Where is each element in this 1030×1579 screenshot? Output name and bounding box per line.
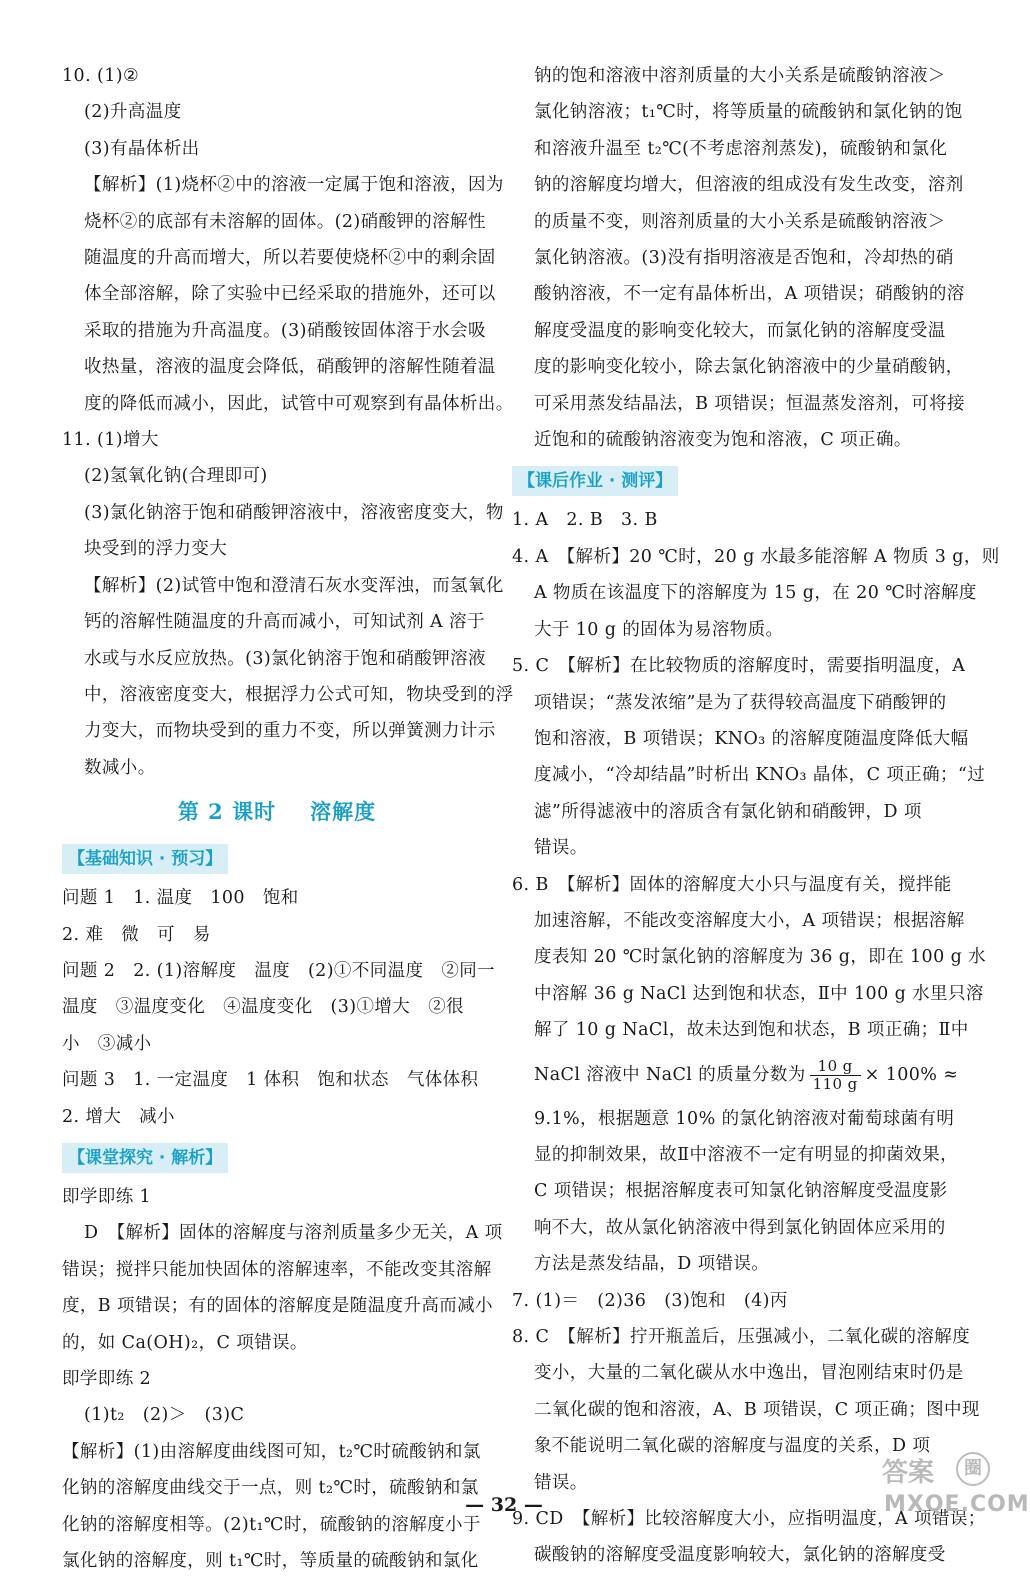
text-line: 体全部溶解，除了实验中已经采取的措施外，还可以	[84, 284, 496, 305]
formula-text-before: NaCl 溶液中 NaCl 的质量分数为	[534, 1064, 806, 1085]
text-line: 烧杯②的底部有未溶解的固体。(2)硝酸钾的溶解性	[84, 211, 486, 232]
text-line: 2. 难 微 可 易	[62, 924, 211, 945]
text-line: 钠的饱和溶液中溶剂质量的大小关系是硫酸钠溶液＞	[534, 66, 946, 86]
lesson-topic: 溶解度	[310, 799, 377, 825]
text-line: 度，B 项错误；有的固体的溶解度是随温度升高而减小	[62, 1296, 493, 1317]
text-line: 和溶液升温至 t₂℃(不考虑溶剂蒸发)，硫酸钠和氯化	[534, 138, 948, 159]
text-line: 1. A 2. B 3. B	[512, 510, 658, 531]
text-line: 2. 增大 减小	[62, 1106, 175, 1127]
text-line: 度表知 20 ℃时氯化钠的溶解度为 36 g，即在 100 g 水	[534, 947, 987, 968]
text-line: 度的影响变化较小，除去氯化钠溶液中的少量硝酸钠，	[534, 357, 964, 378]
text-line: 显的抑制效果，故Ⅱ中溶液不一定有明显的抑菌效果，	[534, 1144, 958, 1165]
text-line: 11. (1)增大	[62, 430, 159, 451]
section-heading: 【课后作业 · 测评】	[512, 466, 678, 496]
text-line: 近饱和的硫酸钠溶液变为饱和溶液，C 项正确。	[534, 430, 912, 451]
text-line: 氯化钠的溶解度，则 t₁℃时，等质量的硫酸钠和氯化	[62, 1551, 479, 1572]
text-line: 氯化钠溶液。(3)没有指明溶液是否饱和，冷却热的硝	[534, 248, 954, 269]
text-line: 即学即练 1	[62, 1186, 152, 1207]
text-line: (1)t₂ (2)＞ (3)C	[84, 1405, 245, 1426]
text-line: 块受到的浮力变大	[84, 539, 228, 560]
lesson-title	[62, 790, 492, 834]
text-line: 问题 3 1. 一定温度 1 体积 饱和状态 气体体积	[62, 1070, 479, 1091]
text-line: 的，如 Ca(OH)₂，C 项错误。	[62, 1332, 308, 1353]
text-line: 即学即练 2	[62, 1369, 152, 1389]
section-heading: 【课堂探究 · 解析】	[62, 1143, 228, 1173]
text-line: 加速溶解，不能改变溶解度大小，A 项错误；根据溶解	[534, 910, 965, 931]
text-line: 收热量，溶液的温度会降低，硝酸钾的溶解性随着温	[84, 357, 496, 378]
text-line: 的质量不变，则溶剂质量的大小关系是硫酸钠溶液＞	[534, 211, 946, 232]
text-line: 【解析】(1)由溶解度曲线图可知，t₂℃时硫酸钠和氯	[62, 1441, 481, 1462]
text-line: 可采用蒸发结晶法，B 项错误；恒温蒸发溶剂，可将接	[534, 393, 965, 414]
text-line: 7. (1)＝ (2)36 (3)饱和 (4)丙	[512, 1290, 788, 1311]
text-line: 采取的措施为升高温度。(3)硝酸铵固体溶于水会吸	[84, 320, 486, 341]
text-line: 5. C 【解析】在比较物质的溶解度时，需要指明温度，A	[512, 656, 966, 677]
text-line: 化钠的溶解度相等。(2)t₁℃时，硫酸钠的溶解度小于	[62, 1514, 481, 1535]
text-line: 9. CD 【解析】比较溶解度大小，应指明温度，A 项错误；	[512, 1509, 986, 1530]
text-line: 二氧化碳的饱和溶液，A、B 项错误，C 项正确；图中现	[534, 1399, 980, 1420]
text-line: 钙的溶解性随温度的升高而减小，可知试剂 A 溶于	[84, 612, 485, 633]
section-heading-row	[62, 1135, 492, 1179]
text-line: (2)升高温度	[84, 102, 182, 123]
text-line: 错误；搅拌只能加快固体的溶解速率，不能改变其溶解	[62, 1259, 492, 1280]
formula-text-after: × 100% ≈	[864, 1064, 959, 1085]
watermark-logo	[878, 1452, 1030, 1528]
text-line: 小 ③减小	[62, 1033, 152, 1054]
text-line: 随温度的升高而增大，所以若要使烧杯②中的剩余固	[84, 248, 496, 269]
text-line: 【解析】(2)试管中饱和澄清石灰水变浑浊，而氢氧化	[84, 575, 504, 596]
text-line: 方法是蒸发结晶，D 项错误。	[534, 1254, 770, 1275]
text-line: 6. B 【解析】固体的溶解度大小只与温度有关，搅拌能	[512, 874, 952, 895]
text-line: 温度 ③温度变化 ④温度变化 (3)①增大 ②很	[62, 997, 464, 1018]
watermark-site-text: MXQE.COM	[884, 1492, 1030, 1517]
text-line: 钠的溶解度均增大，但溶液的组成没有发生改变，溶剂	[534, 175, 964, 196]
text-line: A 物质在该温度下的溶解度为 15 g，在 20 ℃时溶解度	[534, 583, 977, 604]
text-line: (3)有晶体析出	[84, 138, 200, 159]
text-line: (3)氯化钠溶于饱和硝酸钾溶液中，溶液密度变大，物	[84, 502, 504, 523]
text-line: 度减小，“冷却结晶”时析出 KNO₃ 晶体，C 项正确；“过	[534, 765, 986, 786]
text-line: 【解析】(1)烧杯②中的溶液一定属于饱和溶液，因为	[84, 175, 504, 196]
text-line: 数减小。	[84, 757, 156, 778]
text-line: 解度受温度的影响变化较大，而氯化钠的溶解度受温	[534, 320, 946, 341]
text-line: (2)氢氧化钠(合理即可)	[84, 466, 268, 487]
text-line: 问题 2 2. (1)溶解度 温度 (2)①不同温度 ②同一	[62, 960, 496, 981]
page-number: — 32 —	[465, 1494, 543, 1516]
text-line: 氯化钠溶液；t₁℃时，将等质量的硫酸钠和氯化钠的饱	[534, 102, 963, 123]
text-line: 变小，大量的二氧化碳从水中逸出，冒泡刚结束时仍是	[534, 1363, 964, 1384]
section-heading-row	[62, 836, 492, 880]
section-heading: 【基础知识 · 预习】	[62, 844, 228, 874]
text-line: 碳酸钠的溶解度受温度影响较大，氯化钠的溶解度受	[534, 1545, 946, 1566]
text-line: 解了 10 g NaCl，故未达到饱和状态，B 项正确；Ⅱ中	[534, 1020, 969, 1041]
text-line: 象不能说明二氧化碳的溶解度与温度的关系，D 项	[534, 1436, 931, 1457]
text-line: 项错误；“蒸发浓缩”是为了获得较高温度下硝酸钾的	[534, 692, 947, 713]
text-line: 中溶解 36 g NaCl 达到饱和状态，Ⅱ中 100 g 水里只溶	[534, 983, 984, 1004]
fraction	[810, 1058, 861, 1093]
formula-line	[512, 1049, 959, 1101]
text-line: C 项错误；根据溶解度表可知氯化钠溶解度受温度影	[534, 1181, 948, 1202]
text-line: D 【解析】固体的溶解度与溶剂质量多少无关，A 项	[84, 1223, 503, 1244]
lesson-number: 第 2 课时	[177, 799, 277, 825]
text-line: 酸钠溶液，不一定有晶体析出，A 项错误；硝酸钠的溶	[534, 284, 965, 305]
fraction-denominator: 110 g	[812, 1074, 858, 1093]
text-line: 8. C 【解析】拧开瓶盖后，压强减小，二氧化碳的溶解度	[512, 1327, 971, 1347]
text-line: 错误。	[534, 1472, 588, 1493]
text-line: 大于 10 g 的固体为易溶物质。	[534, 619, 784, 640]
text-line: 化钠的溶解度曲线交于一点，则 t₂℃时，硫酸钠和氯	[62, 1478, 479, 1499]
text-line: 力变大，而物块受到的重力不变，所以弹簧测力计示	[84, 721, 496, 742]
text-line: 错误。	[534, 838, 588, 859]
text-line: 度的降低而减小，因此，试管中可观察到有晶体析出。	[84, 393, 514, 414]
text-line: 问题 1 1. 温度 100 饱和	[62, 888, 299, 909]
text-line: 9.1%，根据题意 10% 的氯化钠溶液对葡萄球菌有明	[534, 1108, 955, 1129]
section-heading-row	[512, 458, 948, 502]
text-line: 4. A 【解析】20 ℃时，20 g 水最多能溶解 A 物质 3 g，则	[512, 546, 1000, 567]
text-line: 水或与水反应放热。(3)氯化钠溶于饱和硝酸钾溶液	[84, 648, 486, 669]
text-line: 中，溶液密度变大，根据浮力公式可知，物块受到的浮	[84, 684, 514, 705]
fraction-numerator: 10 g	[810, 1058, 861, 1076]
text-line: 响不大，故从氯化钠溶液中得到氯化钠固体应采用的	[534, 1217, 946, 1238]
text-line: 10. (1)②	[62, 66, 140, 86]
text-line: 滤”所得滤液中的溶质含有氯化钠和硝酸钾，D 项	[534, 801, 922, 822]
watermark-circle-icon: 圈	[956, 1452, 990, 1486]
watermark-top-text: 答案	[882, 1458, 935, 1488]
text-line: 饱和溶液，B 项错误；KNO₃ 的溶解度随温度降低大幅	[534, 728, 969, 749]
